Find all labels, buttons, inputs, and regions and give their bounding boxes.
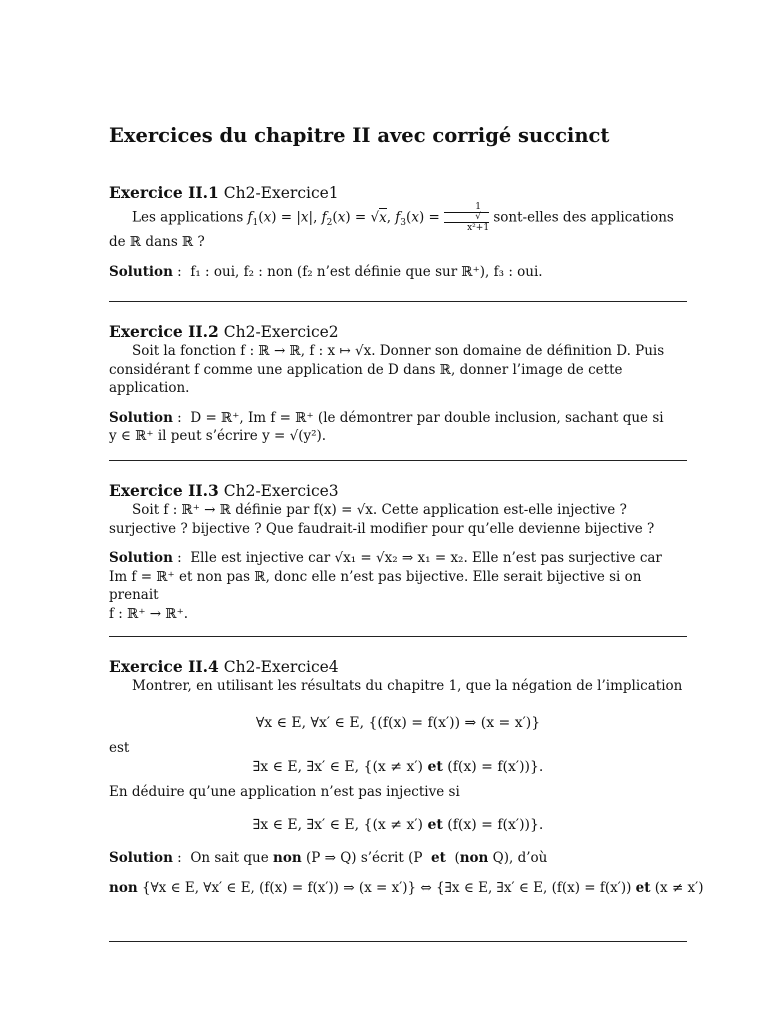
- solution-text: (P ⇒ Q) s’écrit (P: [305, 849, 423, 866]
- exercise-name: Ch2-Exercice2: [223, 323, 339, 341]
- formula-part: ∃x ∈ E, ∃x′ ∈ E, {(x ≠ x′): [252, 758, 423, 775]
- statement-text: Les applications: [132, 209, 244, 226]
- word-non: non: [273, 849, 302, 866]
- word-et: et: [427, 758, 443, 775]
- solution-text: f₁ : oui, f₂ : non (f₂ n’est définie que sur ℝ⁺), f₃ : oui.: [190, 264, 543, 280]
- exercise-heading: [109, 657, 687, 677]
- solution-text: Im f = ℝ⁺ et non pas ℝ, donc elle n’est pas bijective. Elle serait bijective si on prenait: [109, 568, 642, 603]
- exercise-name: Ch2-Exercice4: [223, 658, 339, 676]
- divider: [109, 301, 687, 302]
- solution-label: Solution: [109, 409, 173, 426]
- exercise-3: [109, 481, 687, 623]
- formula-part: ∃x ∈ E, ∃x′ ∈ E, {(x ≠ x′): [252, 816, 423, 833]
- solution-text: y ∈ ℝ⁺ il peut s’écrire y = √(y²).: [109, 428, 327, 444]
- exercise-heading: [109, 322, 687, 342]
- solution-text: D = ℝ⁺, Im f = ℝ⁺ (le démontrer par double inclusion, sachant que si: [190, 409, 664, 426]
- exercise-statement: Soit la fonction f : ℝ → ℝ, f : x ↦ √x. Donner son domaine de définition D. Puis considérant f comme une application de D dans ℝ, donner l’image de cette application.: [109, 343, 665, 396]
- word-et: et: [635, 880, 651, 896]
- deduce-text: En déduire qu’une application n’est pas injective si: [109, 783, 460, 800]
- exercise-name: Ch2-Exercice3: [223, 482, 339, 500]
- final-equivalence: [109, 879, 768, 898]
- solution: Solution : On sait que non (P ⇒ Q) s’écrit (P et (non Q), d’où: [109, 849, 548, 866]
- solution-label: Solution: [109, 849, 173, 866]
- exercise-name: Ch2-Exercice1: [223, 184, 339, 202]
- divider: [109, 941, 687, 942]
- solution: Solution : f₁ : oui, f₂ : non (f₂ n’est définie que sur ℝ⁺), f₃ : oui.: [109, 264, 543, 280]
- word-et: et: [427, 816, 443, 833]
- solution-text: On sait que: [190, 849, 269, 866]
- exercise-statement: Soit f : ℝ⁺ → ℝ définie par f(x) = √x. Cette application est-elle injective ? surjective ? bijective ? Que faudrait-il modifier pour qu’elle devienne bijective ?: [109, 502, 655, 537]
- math-f1: f: [247, 209, 253, 226]
- word-non: non: [109, 880, 138, 896]
- word-et: et: [431, 849, 446, 866]
- solution-label: Solution: [109, 550, 173, 566]
- divider: [109, 460, 687, 461]
- exercise-number: Exercice II.3: [109, 481, 219, 500]
- exercise-2: [109, 322, 687, 446]
- statement-line2: de ℝ dans ℝ ?: [109, 234, 205, 250]
- solution: Solution : D = ℝ⁺, Im f = ℝ⁺ (le démontrer par double inclusion, sachant que si y ∈ ℝ⁺ il peut s’écrire y = √(y²).: [109, 409, 664, 444]
- formula-not-injective: [109, 816, 687, 835]
- word-non: non: [459, 849, 489, 866]
- solution-text: Q), d’où: [492, 849, 548, 866]
- solution-text: Elle est injective car √x₁ = √x₂ ⇒ x₁ = x₂. Elle n’est pas surjective car: [190, 550, 662, 566]
- solution: Solution : Elle est injective car √x₁ = √x₂ ⇒ x₁ = x₂. Elle n’est pas surjective car Im f = ℝ⁺ et non pas ℝ, donc elle n’est pas bijective. Elle serait bijective si on prenait f : ℝ⁺ → ℝ⁺.: [109, 550, 662, 622]
- solution-label: Solution: [109, 264, 173, 280]
- page-title: Exercices du chapitre II avec corrigé succinct: [109, 124, 610, 147]
- formula-negation: [109, 758, 687, 777]
- exercise-statement: Les applications $f_1(x) = |x|$, $f_2(x) = √x$, $f_3(x)$ = 1 √ x²+1 sont-elles des applications: [132, 202, 674, 233]
- word-est: est: [109, 739, 130, 756]
- formula-part: (f(x) = f(x′))}.: [447, 816, 544, 833]
- exercise-number: Exercice II.2: [109, 322, 219, 341]
- solution-text: (: [454, 849, 460, 866]
- statement-text: sont-elles des applications: [493, 209, 674, 226]
- math-fraction: 1 √ x²+1: [444, 203, 489, 233]
- divider: [109, 636, 687, 637]
- exercise-number: Exercice II.1: [109, 183, 219, 202]
- formula-part: (f(x) = f(x′))}.: [447, 758, 544, 775]
- formula-implication: ∀x ∈ E, ∀x′ ∈ E, {(f(x) = f(x′)) ⇒ (x = x′)}: [255, 714, 541, 731]
- exercise-1: [109, 183, 687, 282]
- exercise-heading: [109, 481, 687, 501]
- exercise-number: Exercice II.4: [109, 657, 219, 676]
- solution-text: f : ℝ⁺ → ℝ⁺.: [109, 605, 189, 622]
- exercise-heading: [109, 183, 687, 203]
- exercise-4: [109, 657, 704, 898]
- exercise-statement: Montrer, en utilisant les résultats du chapitre 1, que la négation de l’implication: [132, 678, 683, 694]
- equivalence-part: {∀x ∈ E, ∀x′ ∈ E, (f(x) = f(x′)) ⇒ (x = x′)} ⇔ {∃x ∈ E, ∃x′ ∈ E, (f(x) = f(x′)): [141, 880, 632, 896]
- equivalence-part: (x ≠ x′): [654, 880, 704, 896]
